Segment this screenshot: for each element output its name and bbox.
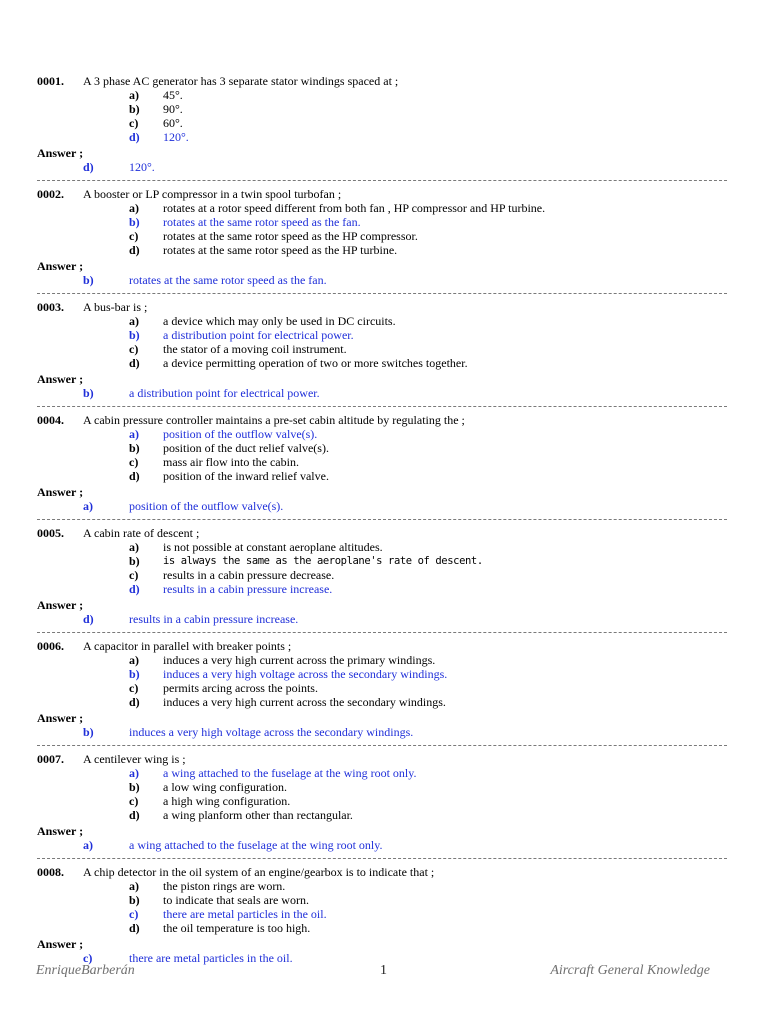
question-number: 0007. [37,752,64,766]
question-number: 0006. [37,639,64,653]
answer-letter: c) [83,951,93,965]
option-letter: a) [129,879,139,893]
option-letter: a) [129,427,139,441]
option-text: permits arcing across the points. [163,681,318,695]
option-text-correct: position of the outflow valve(s). [163,427,318,441]
question-text: A chip detector in the oil system of an engine/gearbox is to indicate that ; [83,865,435,879]
question-text: A booster or LP compressor in a twin spool turbofan ; [83,187,342,201]
option-letter: c) [129,455,139,469]
option-text: position of the duct relief valve(s). [163,441,329,455]
answer-letter: b) [83,386,94,400]
option-text-correct: induces a very high voltage across the secondary windings. [163,667,448,681]
option-text: the piston rings are worn. [163,879,286,893]
answer-text: 120°. [129,160,155,174]
question-text: A cabin pressure controller maintains a pre-set cabin altitude by regulating the ; [83,413,465,427]
footer-page-number: 1 [380,963,387,978]
answer-text: a distribution point for electrical power. [129,386,320,400]
option-letter: d) [129,582,140,596]
option-letter: c) [129,116,139,130]
answer-text: rotates at the same rotor speed as the fan. [129,273,327,287]
option-letter: d) [129,356,140,370]
question-number: 0002. [37,187,64,201]
answer-text: induces a very high voltage across the secondary windings. [129,725,414,739]
option-text: is always the same as the aeroplane's rate of descent. [163,555,483,567]
option-text-correct: there are metal particles in the oil. [163,907,327,921]
answer-letter: a) [83,838,93,852]
answer-letter: b) [83,273,94,287]
question-separator [37,745,727,746]
answer-label: Answer ; [37,598,84,612]
question-number: 0003. [37,300,64,314]
option-text: rotates at the same rotor speed as the HP turbine. [163,243,398,257]
answer-letter: d) [83,612,94,626]
question-number: 0008. [37,865,64,879]
option-text: 90°. [163,102,183,116]
option-text-correct: 120°. [163,130,189,144]
question-number: 0004. [37,413,64,427]
option-letter: c) [129,907,139,921]
option-text: results in a cabin pressure decrease. [163,568,335,582]
option-letter: c) [129,794,139,808]
option-letter: b) [129,554,140,568]
question-number: 0001. [37,74,64,88]
question-separator [37,632,727,633]
option-text: a high wing configuration. [163,794,291,808]
question-text: A 3 phase AC generator has 3 separate stator windings spaced at ; [83,74,399,88]
option-letter: d) [129,695,140,709]
option-text: a device permitting operation of two or more switches together. [163,356,468,370]
footer-subject: Aircraft General Knowledge [550,963,710,978]
question-separator [37,519,727,520]
option-text: a wing planform other than rectangular. [163,808,353,822]
option-letter: a) [129,314,139,328]
option-letter: d) [129,130,140,144]
answer-label: Answer ; [37,485,84,499]
option-letter: b) [129,328,140,342]
option-text: rotates at a rotor speed different from both fan , HP compressor and HP turbine. [163,201,546,215]
option-letter: c) [129,681,139,695]
option-letter: a) [129,88,139,102]
option-text: the stator of a moving coil instrument. [163,342,347,356]
option-letter: a) [129,540,139,554]
option-letter: c) [129,568,139,582]
option-text: mass air flow into the cabin. [163,455,299,469]
option-text: induces a very high current across the primary windings. [163,653,436,667]
option-letter: b) [129,215,140,229]
option-letter: a) [129,766,139,780]
question-number: 0005. [37,526,64,540]
option-letter: d) [129,469,140,483]
question-text: A cabin rate of descent ; [83,526,200,540]
answer-text: position of the outflow valve(s). [129,499,284,513]
option-letter: b) [129,780,140,794]
answer-label: Answer ; [37,372,84,386]
answer-label: Answer ; [37,937,84,951]
answer-letter: d) [83,160,94,174]
option-text: a low wing configuration. [163,780,287,794]
option-text: 60°. [163,116,183,130]
option-text: a device which may only be used in DC circuits. [163,314,396,328]
option-text: rotates at the same rotor speed as the HP compressor. [163,229,418,243]
answer-letter: a) [83,499,93,513]
option-text-correct: results in a cabin pressure increase. [163,582,333,596]
option-letter: a) [129,201,139,215]
answer-label: Answer ; [37,711,84,725]
question-separator [37,406,727,407]
option-text-correct: a wing attached to the fuselage at the wing root only. [163,766,417,780]
answer-label: Answer ; [37,146,84,160]
option-letter: b) [129,441,140,455]
option-letter: b) [129,893,140,907]
question-text: A capacitor in parallel with breaker points ; [83,639,292,653]
option-text: the oil temperature is too high. [163,921,311,935]
question-separator [37,858,727,859]
option-text: induces a very high current across the secondary windings. [163,695,446,709]
option-text: is not possible at constant aeroplane altitudes. [163,540,383,554]
option-letter: d) [129,921,140,935]
option-text: to indicate that seals are worn. [163,893,309,907]
footer-author: EnriqueBarberán [36,963,135,978]
option-text: 45°. [163,88,183,102]
option-letter: b) [129,667,140,681]
question-separator [37,293,727,294]
option-letter: c) [129,342,139,356]
answer-label: Answer ; [37,824,84,838]
answer-text: a wing attached to the fuselage at the wing root only. [129,838,383,852]
option-text: position of the inward relief valve. [163,469,329,483]
option-letter: b) [129,102,140,116]
option-letter: d) [129,243,140,257]
answer-label: Answer ; [37,259,84,273]
option-letter: a) [129,653,139,667]
option-text-correct: a distribution point for electrical power. [163,328,354,342]
question-text: A bus-bar is ; [83,300,148,314]
option-text-correct: rotates at the same rotor speed as the fan. [163,215,361,229]
answer-text: results in a cabin pressure increase. [129,612,299,626]
option-letter: d) [129,808,140,822]
answer-letter: b) [83,725,94,739]
option-letter: c) [129,229,139,243]
question-text: A centilever wing is ; [83,752,186,766]
answer-text: there are metal particles in the oil. [129,951,293,965]
question-separator [37,180,727,181]
